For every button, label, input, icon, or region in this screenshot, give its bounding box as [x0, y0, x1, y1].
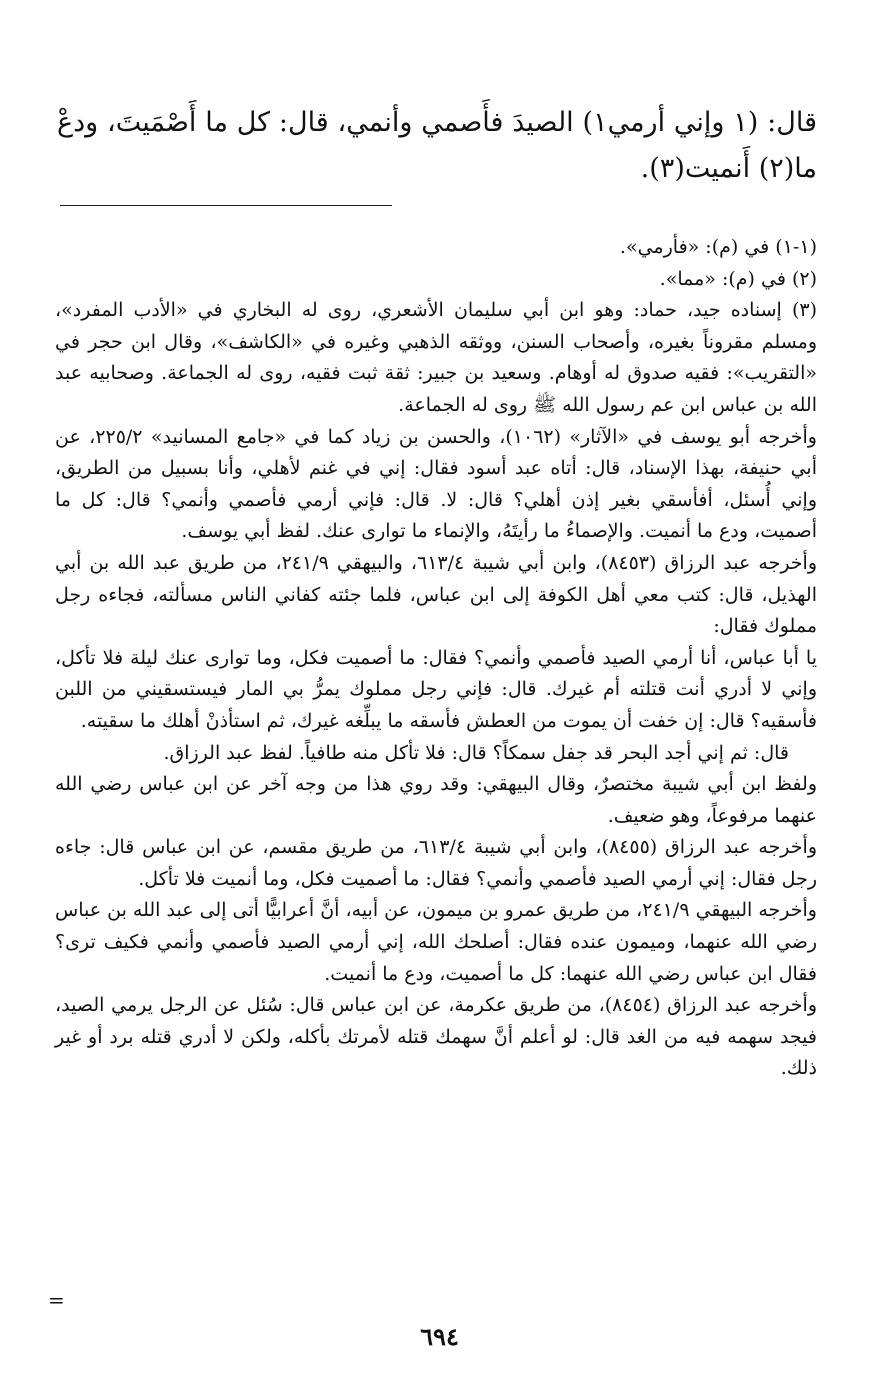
- commentary-paragraph-5: ولفظ ابن أبي شيبة مختصرٌ، وقال البيهقي: وقد روي هذا من وجه آخر عن ابن عباس رضي الله عنهما مرفوعاً، وهو ضعيف.: [55, 773, 817, 827]
- commentary-paragraph-3: يا أبا عباس، أنا أرمي الصيد فأصمي وأنمي؟ فقال: ما أصميت فكل، وما توارى عنك ليلة فلا تأكل، وإني لا أدري أنت قتلته أم غيرك. قال: فإني رجل مملوك يمرُّ بي المار فيستسقيني من اللبن فأسقيه؟ قال: إن خفت أن يموت من العطش فأسقه ما يبلِّغه غيرك، ثم استأذنْ أهلك ما سقيته.: [55, 646, 817, 732]
- commentary-paragraph-2: وأخرجه عبد الرزاق (٨٤٥٣)، وابن أبي شيبة ٦١٣/٤، والبيهقي ٢٤١/٩، من طريق عبد الله بن أبي الهذيل، قال: كتب معي أهل الكوفة إلى ابن عباس، فلما جئته كفاني الناس مسألته، فجاءه رجل مملوك فقال:: [55, 551, 817, 638]
- commentary-paragraph-4: قال: ثم إني أجد البحر قد جفل سمكاً؟ قال: فلا تأكل منه طافياً. لفظ عبد الرزاق.: [163, 741, 789, 764]
- page-number: ٦٩٤: [420, 1322, 459, 1351]
- commentary-paragraph-7: وأخرجه البيهقي ٢٤١/٩، من طريق عمرو بن ميمون، عن أبيه، أنَّ أعرابيًّا أتى إلى عبد الله بن عباس رضي الله عنهما، وميمون عنده فقال: أصلحك الله، إني أرمي الصيد فأصمي وأنمي فكيف ترى؟ فقال ابن عباس رضي الله عنهما: كل ما أصميت، ودع ما أنميت.: [55, 899, 817, 985]
- footnote-1: (١-١) في (م): «فأرمي».: [619, 236, 817, 258]
- commentary-paragraph-1: وأخرجه أبو يوسف في «الآثار» (١٠٦٢)، والحسن بن زياد كما في «جامع المسانيد» ٢٢٥/٢، عن أبي حنيفة، بهذا الإسناد، قال: أتاه عبد أسود فقال: إني في غنم لأهلي، وأنا بسبيل من الطريق، وإني أُسئل، أفأسقي بغير إذن أهلي؟ قال: لا. قال: فإني أرمي فأصمي وأنمي؟ قال: كل ما أصميت، ودع ما أنميت. والإصماءُ ما رأيتَهُ، والإنماء ما توارى عنك. لفظ أبي يوسف.: [55, 425, 817, 543]
- continuation-mark: =: [48, 1288, 65, 1312]
- footnote-separator: [60, 205, 392, 206]
- footnote-2: (٢) في (م): «مما».: [659, 267, 817, 290]
- footnote-3: (٣) إسناده جيد، حماد: وهو ابن أبي سليمان الأشعري، روى له البخاري في «الأدب المفرد»، ومسلم مقروناً بغيره، وأصحاب السنن، ووثقه الذهبي وغيره في «الكاشف»، وقال ابن حجر في «التقريب»: فقيه صدوق له أوهام. وسعيد بن جبير: ثقة ثبت فقيه، روى له الجماعة. وصحابيه عبد الله بن عباس ابن عم رسول الله ﷺ روى له الجماعة.: [55, 299, 817, 416]
- commentary-paragraph-6: وأخرجه عبد الرزاق (٨٤٥٥)، وابن أبي شيبة ٦١٣/٤، من طريق مقسم، عن ابن عباس قال: جاءه رجل فقال: إني أرمي الصيد فأصمي وأنمي؟ فقال: ما أصميت فكل، وما أنميت فلا تأكل.: [55, 836, 817, 890]
- footnotes-section: [55, 232, 817, 1085]
- main-text: قال: (١ وإني أرمي١) الصيدَ فأَصمي وأنمي، قال: كل ما أَصْمَيتَ، ودعْ ما(٢) أَنميت(٣).: [57, 107, 817, 184]
- commentary-paragraph-8: وأخرجه عبد الرزاق (٨٤٥٤)، من طريق عكرمة، عن ابن عباس قال: سُئل عن الرجل يرمي الصيد، فيجد سهمه فيه من الغد قال: لو أعلم أنَّ سهمك قتله لأمرتك بأكله، ولكن لا أدري قتله برد أو غير ذلك.: [55, 994, 817, 1080]
